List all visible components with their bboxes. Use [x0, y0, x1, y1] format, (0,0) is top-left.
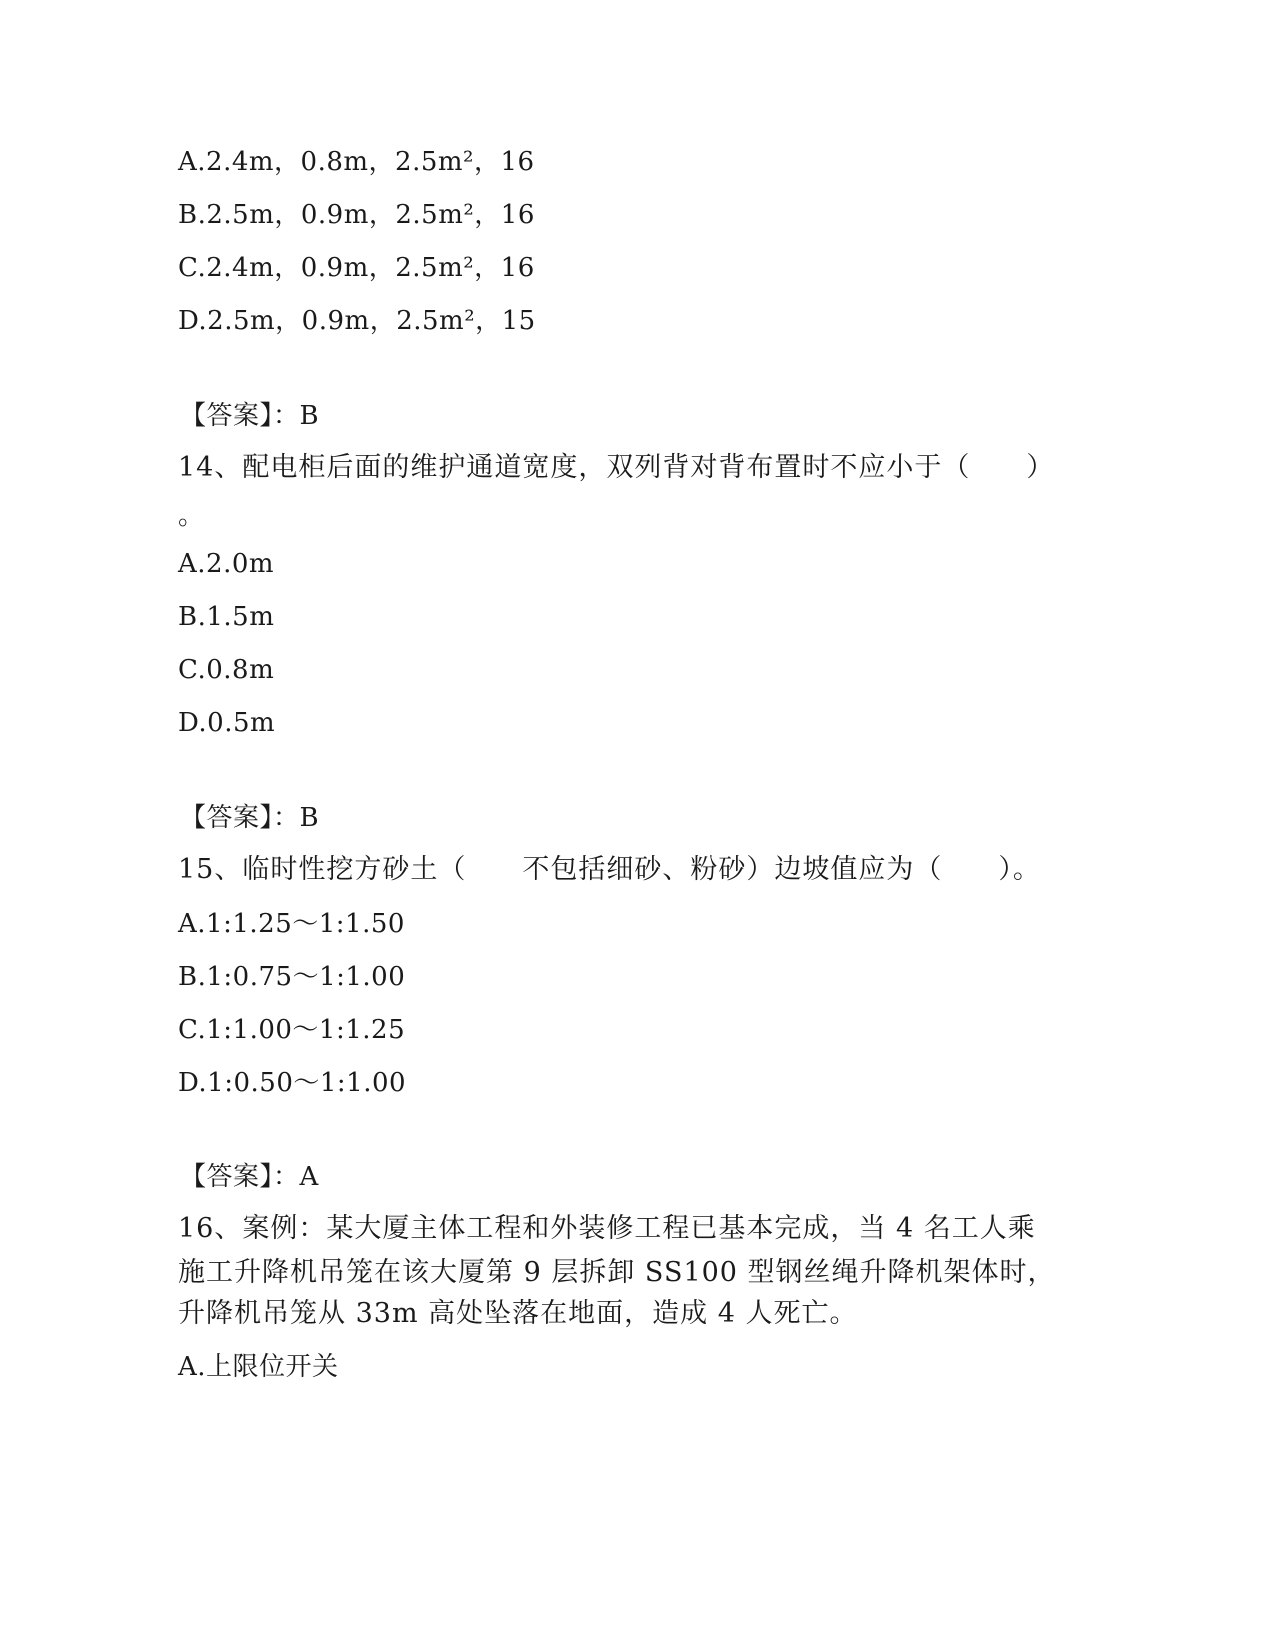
q13-answer: 【答案】：B	[180, 401, 320, 431]
q14-option-b: B.1.5m	[178, 602, 275, 632]
q16-question-line2: 施工升降机吊笼在该大厦第 9 层拆卸 SS100 型钢丝绳升降机架体时，	[178, 1257, 1056, 1288]
q13-option-a: A.2.4m，0.8m，2.5m²，16	[178, 147, 535, 177]
q13-option-b: B.2.5m，0.9m，2.5m²，16	[178, 200, 535, 230]
q15-option-b: B.1:0.75～1:1.00	[178, 962, 406, 992]
q14-question-line2: 。	[178, 501, 205, 531]
q14-answer: 【答案】：B	[180, 803, 320, 833]
q16-option-a: A.上限位开关	[178, 1352, 339, 1382]
q14-option-d: D.0.5m	[178, 708, 276, 738]
q15-answer: 【答案】：A	[180, 1162, 319, 1192]
q14-option-a: A.2.0m	[178, 549, 275, 579]
q14-option-c: C.0.8m	[178, 655, 275, 685]
q14-question-line1: 14、配电柜后面的维护通道宽度，双列背对背布置时不应小于（ ）	[178, 452, 1055, 483]
q15-option-c: C.1:1.00～1:1.25	[178, 1015, 406, 1045]
q16-question-line3: 升降机吊笼从 33m 高处坠落在地面，造成 4 人死亡。	[178, 1298, 858, 1329]
q13-option-d: D.2.5m，0.9m，2.5m²，15	[178, 306, 536, 336]
q15-question: 15、临时性挖方砂土（ 不包括细砂、粉砂）边坡值应为（ ）。	[178, 854, 1041, 885]
q15-option-d: D.1:0.50～1:1.00	[178, 1068, 407, 1098]
q16-question-line1: 16、案例：某大厦主体工程和外装修工程已基本完成，当 4 名工人乘	[178, 1213, 1036, 1244]
q15-option-a: A.1:1.25～1:1.50	[178, 909, 405, 939]
q13-option-c: C.2.4m，0.9m，2.5m²，16	[178, 253, 535, 283]
